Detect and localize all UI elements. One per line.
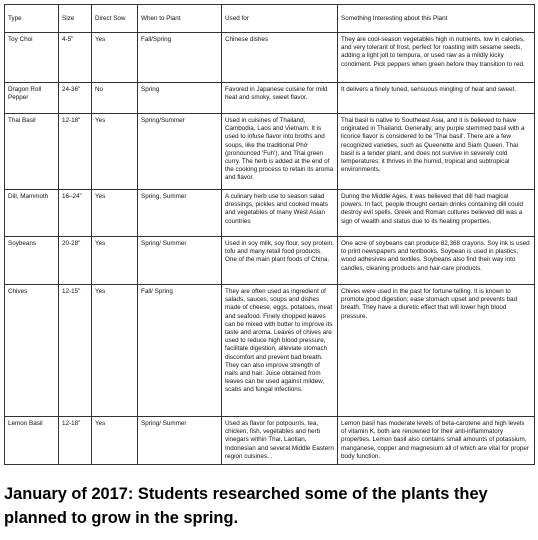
caption: January of 2017: Students researched some of the plants they planned to grow in the spring. bbox=[4, 485, 488, 527]
header-used-for: Used for bbox=[222, 5, 338, 33]
header-direct-sow: Direct Sow bbox=[92, 5, 138, 33]
cell-when-to-plant: Spring/ Summer bbox=[138, 417, 222, 465]
header-size: Size bbox=[59, 5, 92, 33]
table-row bbox=[5, 190, 535, 237]
cell-used-for: A culinary herb use to season salad dressings, pickles and cooked meats and vegetables of many West Asian countries bbox=[222, 190, 338, 237]
cell-used-for: They are often used as ingredient of salads, sauces, soups and dishes made of cheese, eggs, potatoes, meat and seafood. Finely chopped leaves can be mixed with butter to improve its taste and aroma. Leaves of chives are used to reduce high blood pressure, facilitate digestion, alleviate stomach discomfort and prevent bad breath. They can also improve strength of nails and hair. Juice obtained from leaves can be used against mildew, scabs and fungal infections. bbox=[222, 285, 338, 417]
table-row bbox=[5, 83, 535, 114]
table-row bbox=[5, 285, 535, 417]
cell-direct-sow: Yes bbox=[92, 190, 138, 237]
cell-type: Dill, Mammoth bbox=[5, 190, 59, 237]
plant-table bbox=[4, 4, 535, 465]
cell-used-for: Used as flavor for potpourris, tea, chicken, fish, vegetables and herb vinegars within Thai, Laotian, Indonesian and several Middle Eastern region cuisines. . bbox=[222, 417, 338, 465]
table-row bbox=[5, 237, 535, 285]
cell-type: Dragon Roll Pepper bbox=[5, 83, 59, 114]
cell-size: 4-5" bbox=[59, 33, 92, 83]
header-row bbox=[5, 5, 535, 33]
cell-direct-sow: Yes bbox=[92, 237, 138, 285]
cell-when-to-plant: Spring, Summer bbox=[138, 190, 222, 237]
cell-direct-sow: Yes bbox=[92, 285, 138, 417]
header-type: Type bbox=[5, 5, 59, 33]
cell-type: Soybeans bbox=[5, 237, 59, 285]
cell-size: 16–24" bbox=[59, 190, 92, 237]
cell-size: 12-18" bbox=[59, 114, 92, 190]
cell-type: Thai Basil bbox=[5, 114, 59, 190]
cell-size: 12-15" bbox=[59, 285, 92, 417]
cell-used-for: Used in cuisines of Thailand, Cambodia, Laos and Vietnam. It is used to infuse flavor into broths and soups, like the traditional Phở (pronounced 'Fuh'), and Thai green curry. The herb is added at the end of the cooking process to retain its aroma and flavor. bbox=[222, 114, 338, 190]
cell-size: 24-36" bbox=[59, 83, 92, 114]
cell-used-for: Chinese dishes bbox=[222, 33, 338, 83]
cell-size: 12-18" bbox=[59, 417, 92, 465]
cell-type: Chives bbox=[5, 285, 59, 417]
cell-interesting: They are cool-season vegetables high in nutrients, low in calories, and very tolerant of frost, perfect for roasting with sesame seeds, adding a light jolt to tempura, or used raw as a mildly kicky condiment. Pick peppers when green before they transition to red. bbox=[338, 33, 535, 83]
cell-interesting: Lemon basil has moderate levels of beta-carotene and high levels of vitamin K, both are renowned for their anti-inflammatory properties. Lemon basil also contains small amounts of potassium, manganese, copper and magnesium all of which are vital for proper body function. bbox=[338, 417, 535, 465]
cell-interesting: It delivers a finely tuned, sensuous mingling of heat and sweet. bbox=[338, 83, 535, 114]
cell-interesting: During the Middle Ages, it was believed that dill had magical powers. In fact, people thought certain drinks containing dill could destroy evil spells. Greek and Roman cultures believed dill was a sign of wealth and status due to its healing properties. bbox=[338, 190, 535, 237]
cell-used-for: Used in soy milk, soy flour, soy protein, tofu and many retail food products. One of the main plant foods of China. bbox=[222, 237, 338, 285]
cell-used-for: Favored in Japanese cuisine for mild heat and smoky, sweet flavor. bbox=[222, 83, 338, 114]
cell-when-to-plant: Fall/ Spring bbox=[138, 285, 222, 417]
cell-interesting: Thai basil is native to Southeast Asia, and it is believed to have originated in Thailand. Generally, any purple stemmed basil with a licorice flavor is considered to be 'Thai basil'. There are a few recognized varieties, such as Queenette and Siam Queen. Thai basil is a tender plant, and does not survive in severely cold temperatures; it thrives in the humid, tropical and subtropical environments. bbox=[338, 114, 535, 190]
cell-direct-sow: Yes bbox=[92, 33, 138, 83]
plant-research-sheet bbox=[4, 4, 534, 465]
table-row bbox=[5, 33, 535, 83]
header-when-to-plant: When to Plant bbox=[138, 5, 222, 33]
header-interesting: Something Interesting about this Plant bbox=[338, 5, 535, 33]
cell-when-to-plant: Spring/Summer bbox=[138, 114, 222, 190]
cell-when-to-plant: Fall/Spring bbox=[138, 33, 222, 83]
table-row bbox=[5, 114, 535, 190]
cell-direct-sow: Yes bbox=[92, 114, 138, 190]
table-row bbox=[5, 417, 535, 465]
cell-size: 20-28" bbox=[59, 237, 92, 285]
cell-interesting: Chives were used in the past for fortune telling. It is known to promote good digestion; ease stomach upset and prevents bad breath. They have a diuretic effect that will lower high blood pressure. bbox=[338, 285, 535, 417]
cell-type: Lemon Basil bbox=[5, 417, 59, 465]
cell-when-to-plant: Spring bbox=[138, 83, 222, 114]
cell-interesting: One acre of soybeans can produce 82,368 crayons. Soy ink is used to print newspapers and textbooks. Soybean is used in plastics, wood adhesives and textiles. Soybeans also find their way into candles, cleaning products and hair-care products. bbox=[338, 237, 535, 285]
cell-direct-sow: No bbox=[92, 83, 138, 114]
cell-type: Toy Choi bbox=[5, 33, 59, 83]
cell-direct-sow: Yes bbox=[92, 417, 138, 465]
cell-when-to-plant: Spring/ Summer bbox=[138, 237, 222, 285]
